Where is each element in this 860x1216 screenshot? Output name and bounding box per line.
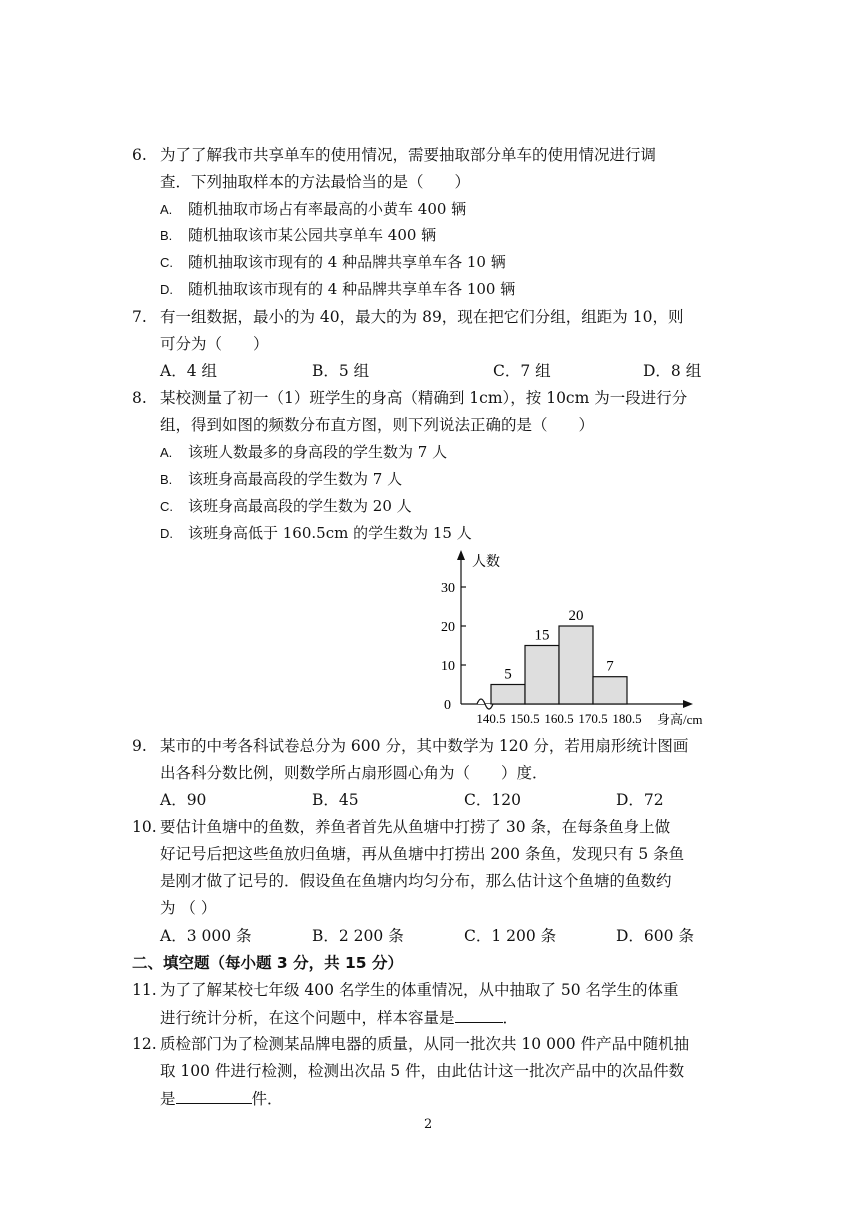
histogram-bar bbox=[559, 626, 593, 704]
option-c[interactable] bbox=[160, 493, 412, 520]
bar-value-label: 5 bbox=[504, 666, 512, 683]
question-12 bbox=[132, 1031, 742, 1113]
question-number: 8. bbox=[132, 389, 147, 407]
option-c[interactable]: C．1 200 条 bbox=[464, 927, 557, 945]
question-text-line: 组，得到如图的频数分布直方图，则下列说法正确的是（ ） bbox=[160, 416, 595, 434]
question-text-line: 某市的中考各科试卷总分为 600 分，其中数学为 120 分，若用扇形统计图画 bbox=[160, 737, 689, 755]
histogram-bar bbox=[593, 677, 627, 704]
option-a[interactable] bbox=[160, 439, 447, 466]
option-c[interactable] bbox=[160, 249, 506, 276]
question-text-line: 好记号后把这些鱼放归鱼塘，再从鱼塘中打捞出 200 条鱼，发现只有 5 条鱼 bbox=[160, 845, 685, 863]
question-number: 7. bbox=[132, 308, 147, 326]
option-b[interactable]: B．45 bbox=[312, 791, 359, 809]
option-letter: C. bbox=[160, 255, 173, 270]
question-text-line: 可分为（ ） bbox=[160, 335, 269, 353]
y-tick-label: 30 bbox=[441, 581, 455, 596]
option-d[interactable]: D．8 组 bbox=[643, 362, 702, 380]
option-a[interactable]: A．3 000 条 bbox=[160, 927, 252, 945]
option-text: 该班人数最多的身高段的学生数为 7 人 bbox=[188, 443, 448, 461]
page-number: 2 bbox=[424, 1117, 433, 1132]
option-a[interactable]: A．90 bbox=[160, 791, 207, 809]
question-number: 6. bbox=[132, 146, 147, 164]
option-letter: D. bbox=[160, 526, 173, 541]
option-letter: A. bbox=[160, 445, 173, 460]
histogram-bar bbox=[491, 685, 525, 705]
question-text-line: 为了了解某校七年级 400 名学生的体重情况，从中抽取了 50 名学生的体重 bbox=[160, 981, 679, 999]
y-tick-label: 20 bbox=[441, 620, 455, 635]
option-text: 随机抽取该市现有的 4 种品牌共享单车各 10 辆 bbox=[188, 253, 506, 271]
y-tick-label: 0 bbox=[444, 698, 451, 713]
x-tick-label: 170.5 bbox=[578, 711, 608, 726]
question-text: 件． bbox=[251, 1090, 283, 1108]
option-c[interactable]: C．120 bbox=[464, 791, 521, 809]
option-text: 该班身高最高段的学生数为 20 人 bbox=[188, 497, 412, 515]
y-tick-label: 10 bbox=[441, 659, 455, 674]
question-text: ． bbox=[502, 1009, 519, 1027]
option-text: 随机抽取市场占有率最高的小黄车 400 辆 bbox=[188, 200, 467, 218]
histogram-bar bbox=[525, 646, 559, 705]
question-8 bbox=[132, 385, 742, 439]
question-6 bbox=[132, 142, 742, 196]
x-axis-label: 身高/cm bbox=[657, 712, 703, 727]
option-text: 随机抽取该市现有的 4 种品牌共享单车各 100 辆 bbox=[188, 280, 516, 298]
question-7 bbox=[132, 304, 742, 358]
option-b[interactable]: B．5 组 bbox=[312, 362, 370, 380]
question-text-line bbox=[160, 1085, 742, 1113]
bar-value-label: 7 bbox=[606, 658, 614, 675]
x-axis-arrow bbox=[683, 700, 693, 708]
question-text-line: 质检部门为了检测某品牌电器的质量，从同一批次共 10 000 件产品中随机抽 bbox=[160, 1035, 690, 1053]
option-letter: B. bbox=[160, 228, 173, 243]
section-heading: 二、填空题（每小题 3 分，共 15 分） bbox=[132, 954, 403, 972]
question-9 bbox=[132, 733, 742, 787]
x-tick-label: 150.5 bbox=[510, 711, 540, 726]
question-text-line: 为 （ ） bbox=[160, 899, 217, 917]
option-b[interactable] bbox=[160, 222, 436, 249]
x-tick-label: 140.5 bbox=[476, 711, 506, 726]
option-letter: D. bbox=[160, 282, 173, 297]
question-number: 11. bbox=[132, 981, 157, 999]
question-text-line bbox=[160, 1004, 742, 1032]
question-text-line: 某校测量了初一（1）班学生的身高（精确到 1cm），按 10cm 为一段进行分 bbox=[160, 389, 688, 407]
question-number: 12. bbox=[132, 1035, 157, 1053]
option-text: 随机抽取该市某公园共享单车 400 辆 bbox=[188, 226, 437, 244]
option-d[interactable] bbox=[160, 520, 472, 547]
option-b[interactable]: B．2 200 条 bbox=[312, 927, 404, 945]
question-text-line: 要估计鱼塘中的鱼数，养鱼者首先从鱼塘中打捞了 30 条，在每条鱼身上做 bbox=[160, 818, 671, 836]
question-text-line: 有一组数据，最小的为 40，最大的为 89，现在把它们分组，组距为 10，则 bbox=[160, 308, 684, 326]
option-letter: C. bbox=[160, 499, 173, 514]
question-number: 9. bbox=[132, 737, 147, 755]
option-c[interactable]: C．7 组 bbox=[493, 362, 551, 380]
question-text-line: 查．下列抽取样本的方法最恰当的是（ ） bbox=[160, 173, 471, 191]
question-text: 是 bbox=[160, 1090, 176, 1108]
option-d[interactable]: D．600 条 bbox=[616, 927, 694, 945]
option-d[interactable]: D．72 bbox=[616, 791, 664, 809]
option-text: 该班身高低于 160.5cm 的学生数为 15 人 bbox=[188, 524, 472, 542]
question-10 bbox=[132, 814, 742, 922]
question-11 bbox=[132, 977, 742, 1032]
question-text-line: 取 100 件进行检测，检测出次品 5 件，由此估计这一批次产品中的次品件数 bbox=[160, 1062, 685, 1080]
option-a[interactable] bbox=[160, 196, 466, 223]
option-letter: B. bbox=[160, 472, 173, 487]
question-text: 进行统计分析，在这个问题中，样本容量是 bbox=[160, 1009, 455, 1027]
option-text: 该班身高最高段的学生数为 7 人 bbox=[188, 470, 403, 488]
question-text-line: 是刚才做了记号的．假设鱼在鱼塘内均匀分布，那么估计这个鱼塘的鱼数约 bbox=[160, 872, 672, 890]
question-text-line: 为了了解我市共享单车的使用情况，需要抽取部分单车的使用情况进行调 bbox=[160, 146, 657, 164]
answer-blank[interactable] bbox=[455, 1004, 503, 1023]
y-axis-label: 人数 bbox=[472, 555, 500, 570]
frequency-histogram bbox=[425, 548, 715, 730]
option-letter: A. bbox=[160, 202, 173, 217]
question-text-line: 出各科分数比例，则数学所占扇形圆心角为（ ）度． bbox=[160, 764, 548, 782]
option-b[interactable] bbox=[160, 466, 402, 493]
bar-value-label: 20 bbox=[568, 608, 584, 624]
answer-blank[interactable] bbox=[176, 1085, 252, 1104]
x-tick-label: 160.5 bbox=[544, 711, 574, 726]
bar-value-label: 15 bbox=[534, 627, 550, 644]
option-a[interactable]: A．4 组 bbox=[160, 362, 217, 380]
y-axis-arrow bbox=[457, 550, 465, 560]
question-number: 10. bbox=[132, 818, 157, 836]
x-tick-label: 180.5 bbox=[612, 711, 642, 726]
option-d[interactable] bbox=[160, 276, 515, 303]
